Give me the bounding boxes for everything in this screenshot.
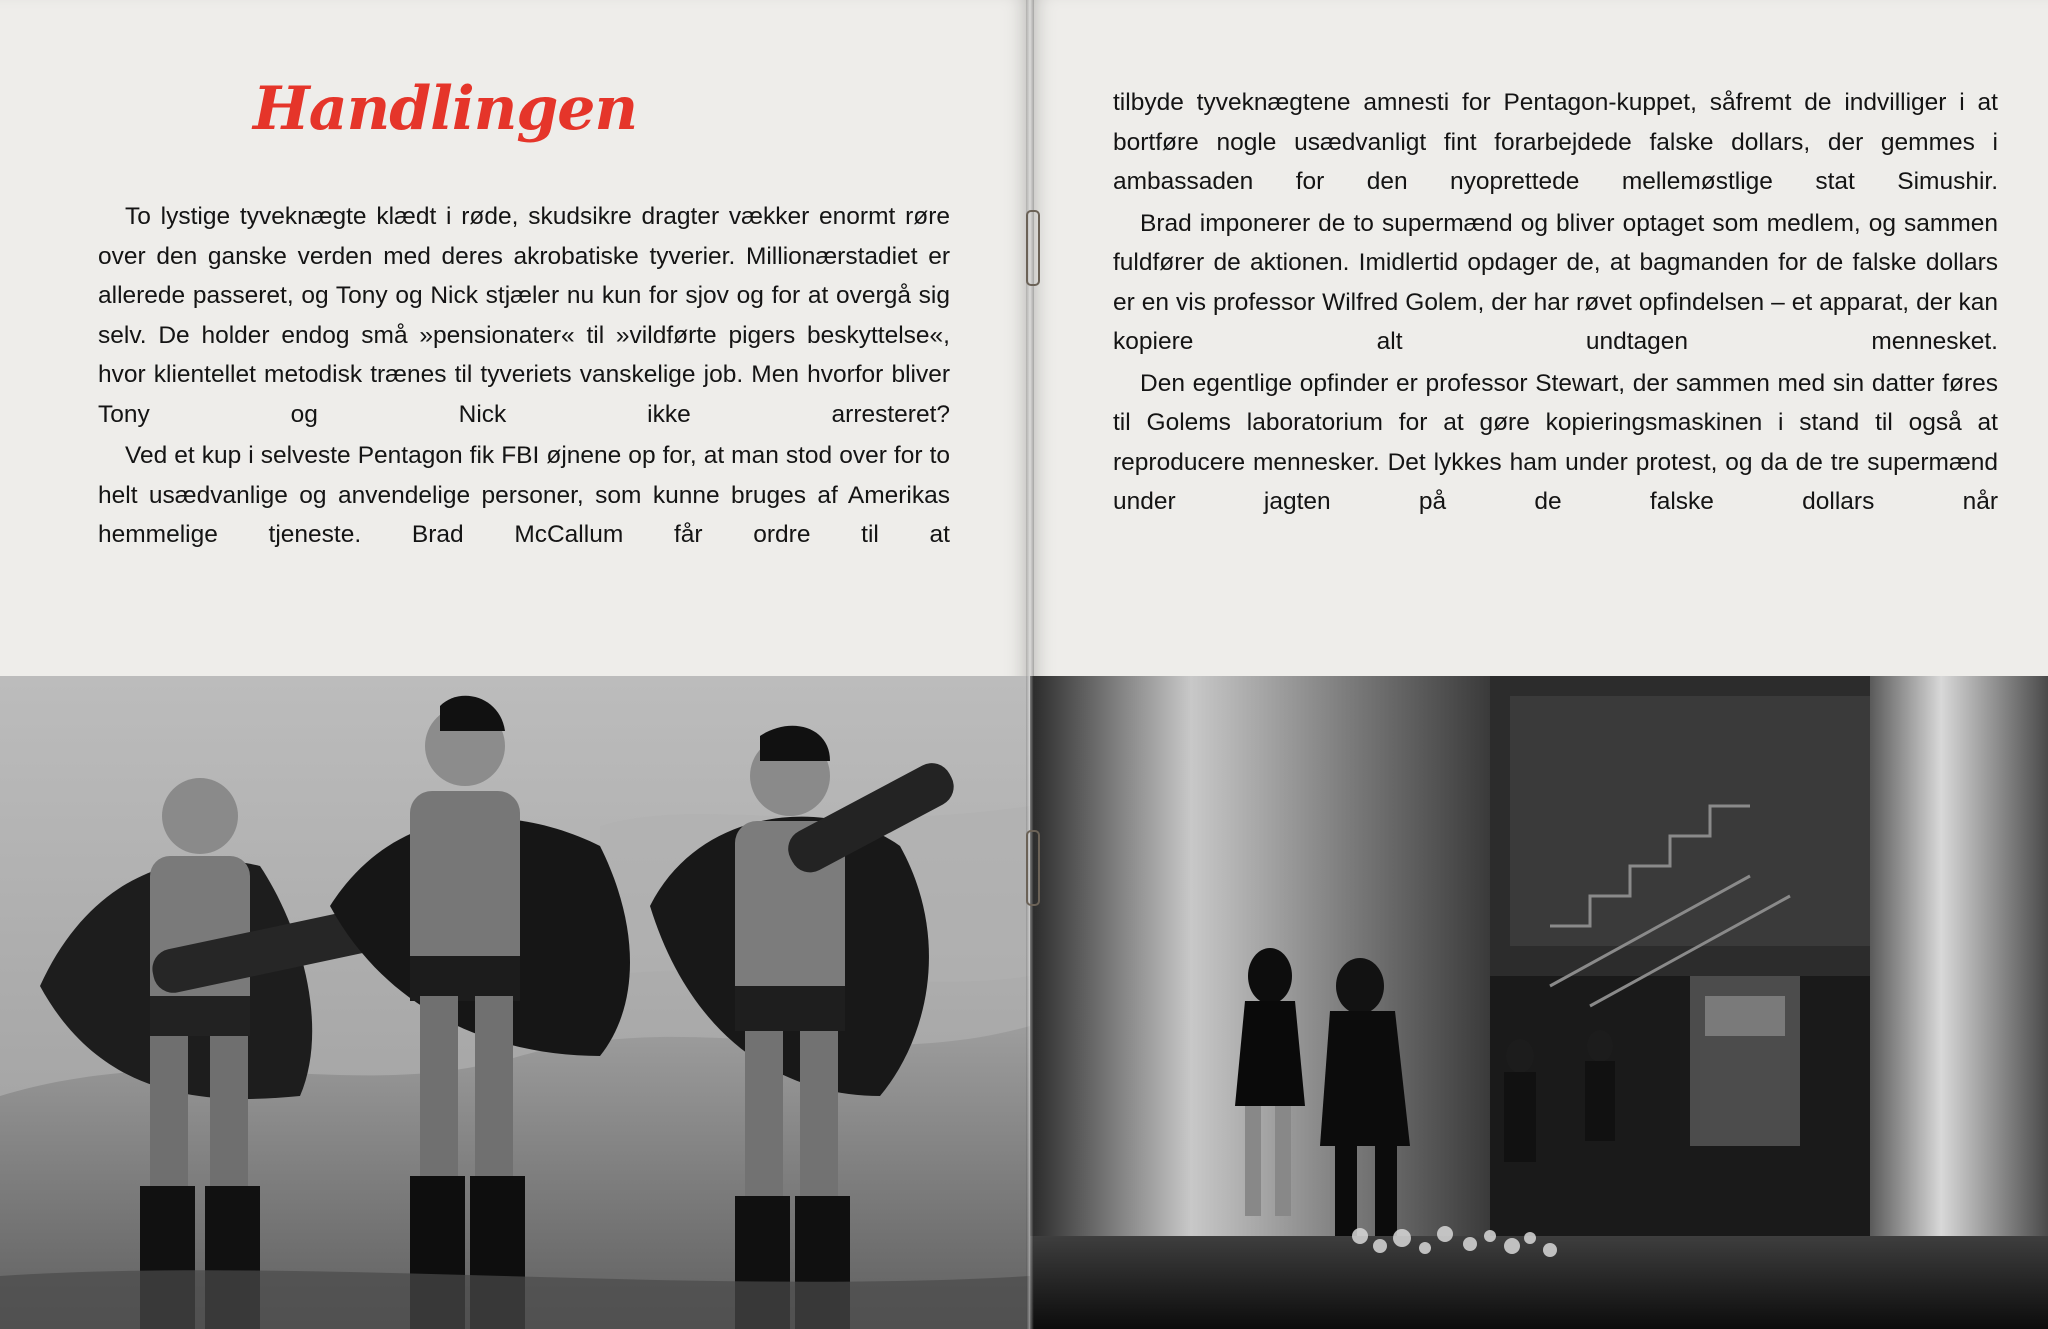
staple-bottom xyxy=(1026,830,1040,906)
laboratory-illustration xyxy=(1030,676,2048,1329)
paragraph: To lystige tyveknægte klædt i røde, skudsikre dragter vækker enormt røre over den ganske verden med deres akrobatiske tyverier. Millionærstadiet er allerede passeret, og Tony og Nick stjæler nu kun for sjov og for at overgå sig selv. De holder endog små »pensionater« til »vildførte pigers beskyttelse«, hvor klientellet metodisk trænes til tyveriets vanskelige job. Men hvorfor bliver Tony og Nick ikke arresteret? xyxy=(98,203,950,428)
heroes-illustration xyxy=(0,676,1030,1329)
paragraph: Den egentlige opfinder er professor Stewart, der sammen med sin datter føres til Golems laboratorium for at gøre kopieringsmaskinen i stand til også at reproducere mennesker. Det lykkes ham under protest, og da de tre supermænd under jagten på de falske dollars når xyxy=(1113,369,1998,515)
staple-top xyxy=(1026,210,1040,286)
paragraph: Brad imponerer de to supermænd og bliver optaget som medlem, og sammen fuldfører de aktionen. Imidlertid opdager de, at bagmanden for de falske dollars er en vis professor Wilfred Golem, der har røvet opfindelsen – et apparat, der kan kopiere alt undtagen mennesket. xyxy=(1113,209,1998,355)
paragraph: tilbyde tyveknægtene amnesti for Pentagon-kuppet, såfremt de indvilliger i at bortføre nogle usædvanligt fint forarbejdede falske dollars, der gemmes i ambassaden for den nyoprettede mellemøstlige stat Simushir. xyxy=(1113,89,1998,195)
right-body-text xyxy=(1113,83,1998,524)
three-caped-heroes-photo xyxy=(0,676,1030,1329)
left-body-text xyxy=(98,197,950,557)
laboratory-scene-photo xyxy=(1030,676,2048,1329)
booklet-spine xyxy=(1026,0,1034,1329)
right-page xyxy=(1030,0,2048,1329)
page-title: Handlingen xyxy=(253,74,638,144)
paragraph: Ved et kup i selveste Pentagon fik FBI øjnene op for, at man stod over for to helt usædvanlige og anvendelige personer, som kunne bruges af Amerikas hemmelige tjeneste. Brad McCallum får ordre til at xyxy=(98,442,950,548)
